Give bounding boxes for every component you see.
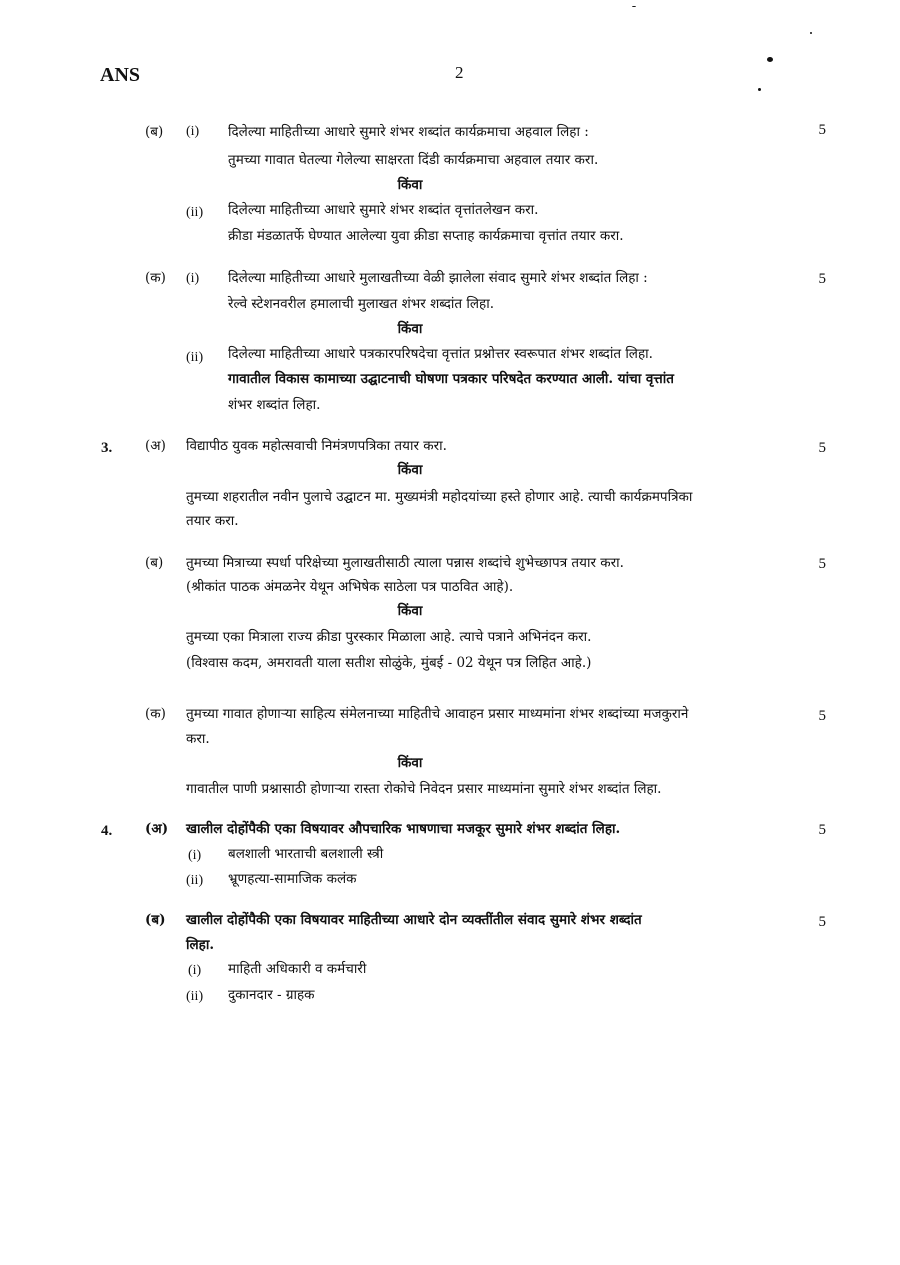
q2b-i-line2: तुमच्या गावात घेतल्या गेलेल्या साक्षरता दिंडी कार्यक्रमाचा अहवाल तयार करा. — [228, 152, 599, 168]
scan-speck — [810, 32, 812, 34]
scan-speck — [758, 88, 761, 91]
q2k-ii-line1: दिलेल्या माहितीच्या आधारे पत्रकारपरिषदेचा वृत्तांत प्रश्नोत्तर स्वरूपात शंभर शब्दांत लिहा. — [228, 346, 653, 362]
q2b-ii-num: (ii) — [186, 205, 204, 220]
q2b-i-line1: दिलेल्या माहितीच्या आधारे सुमारे शंभर शब्दांत कार्यक्रमाचा अहवाल लिहा : — [228, 124, 589, 140]
q4b-item-num: (ii) — [186, 989, 204, 1004]
q3k-letter: (क) — [145, 706, 166, 722]
q3b-alt-line1: तुमच्या एका मित्राला राज्य क्रीडा पुरस्कार मिळाला आहे. त्याचे पत्राने अभिनंदन करा. — [186, 629, 592, 645]
q4a-marks: 5 — [818, 822, 826, 838]
q3b-or: किंवा — [397, 603, 423, 619]
q4b-item-num: (i) — [188, 963, 202, 978]
q3k-or: किंवा — [397, 755, 423, 771]
q3a-alt-line1: तुमच्या शहरातील नवीन पुलाचे उद्घाटन मा. मुख्यमंत्री महोदयांच्या हस्ते होणार आहे. त्याची कार्यक्रमपत्रिका — [186, 489, 693, 505]
q4a-item-text: भ्रूणहत्या-सामाजिक कलंक — [228, 871, 357, 887]
q2b-ii-line2: क्रीडा मंडळातर्फे घेण्यात आलेल्या युवा क्रीडा सप्ताह कार्यक्रमाचा वृत्तांत तयार करा. — [228, 228, 624, 244]
q3a-marks: 5 — [818, 440, 826, 456]
q3b-letter: (ब) — [145, 555, 164, 571]
q4b-item-text: दुकानदार - ग्राहक — [228, 987, 315, 1003]
q3a-alt-line2: तयार करा. — [186, 513, 239, 529]
q3b-marks: 5 — [818, 556, 826, 572]
q2k-letter: (क) — [145, 270, 166, 286]
q2b-letter: (ब) — [145, 124, 164, 140]
q3k-line2: करा. — [186, 731, 210, 747]
q3b-alt-line2: (विश्वास कदम, अमरावती याला सतीश सोळुंके, मुंबई - 02 येथून पत्र लिहित आहे.) — [186, 655, 592, 671]
q2k-i-line1: दिलेल्या माहितीच्या आधारे मुलाखतीच्या वेळी झालेला संवाद सुमारे शंभर शब्दांत लिहा : — [228, 270, 648, 286]
q4a-line1: खालील दोहोंपैकी एका विषयावर औपचारिक भाषणाचा मजकूर सुमारे शंभर शब्दांत लिहा. — [186, 821, 621, 837]
q2b-or: किंवा — [397, 177, 423, 193]
scan-speck — [632, 6, 636, 7]
q3a-line1: विद्यापीठ युवक महोत्सवाची निमंत्रणपत्रिका तयार करा. — [186, 438, 447, 454]
header-code: ANS — [100, 64, 141, 86]
q3k-alt-line1: गावातील पाणी प्रश्नासाठी होणाऱ्या रास्ता रोकोचे निवेदन प्रसार माध्यमांना सुमारे शंभर शब्दांत लिहा. — [186, 781, 662, 797]
q4a-letter: (अ) — [145, 821, 169, 837]
q3k-marks: 5 — [818, 708, 826, 724]
q2b-marks: 5 — [818, 122, 826, 138]
q2k-ii-line2: गावातील विकास कामाच्या उद्घाटनाची घोषणा पत्रकार परिषदेत करण्यात आली. यांचा वृत्तांत — [228, 371, 674, 387]
q3b-line1: तुमच्या मित्राच्या स्पर्धा परिक्षेच्या मुलाखतीसाठी त्याला पन्नास शब्दांचे शुभेच्छापत्र तयार करा. — [186, 555, 624, 571]
q2k-i-line2: रेल्वे स्टेशनवरील हमालाची मुलाखत शंभर शब्दांत लिहा. — [228, 296, 495, 312]
q4b-marks: 5 — [818, 914, 826, 930]
q3b-line2: (श्रीकांत पाठक अंमळनेर येथून अभिषेक साठेला पत्र पाठवित आहे). — [186, 579, 514, 595]
q3k-line1: तुमच्या गावात होणाऱ्या साहित्य संमेलनाच्या माहितीचे आवाहन प्रसार माध्यमांना शंभर शब्दांच्या मजकुराने — [186, 706, 689, 722]
q2k-i-num: (i) — [186, 271, 200, 286]
q2b-i-num: (i) — [186, 124, 200, 139]
scan-speck — [767, 57, 773, 62]
q3a-or: किंवा — [397, 462, 423, 478]
q2k-marks: 5 — [818, 271, 826, 287]
q4b-line2: लिहा. — [186, 937, 215, 953]
q2k-or: किंवा — [397, 321, 423, 337]
q4a-item-text: बलशाली भारताची बलशाली स्त्री — [228, 846, 384, 862]
q4-number: 4. — [101, 823, 113, 839]
q3a-letter: (अ) — [145, 438, 166, 454]
q4a-item-num: (ii) — [186, 873, 204, 888]
page-number: 2 — [455, 63, 464, 82]
q2k-ii-line3: शंभर शब्दांत लिहा. — [228, 397, 321, 413]
q4a-item-num: (i) — [188, 848, 202, 863]
q3-number: 3. — [101, 440, 113, 456]
q4b-letter: (ब) — [145, 912, 166, 928]
q2k-ii-num: (ii) — [186, 350, 204, 365]
q4b-line1: खालील दोहोंपैकी एका विषयावर माहितीच्या आधारे दोन व्यक्तींतील संवाद सुमारे शंभर शब्दांत — [186, 912, 642, 928]
q2b-ii-line1: दिलेल्या माहितीच्या आधारे सुमारे शंभर शब्दांत वृत्तांतलेखन करा. — [228, 202, 539, 218]
q4b-item-text: माहिती अधिकारी व कर्मचारी — [228, 961, 367, 977]
